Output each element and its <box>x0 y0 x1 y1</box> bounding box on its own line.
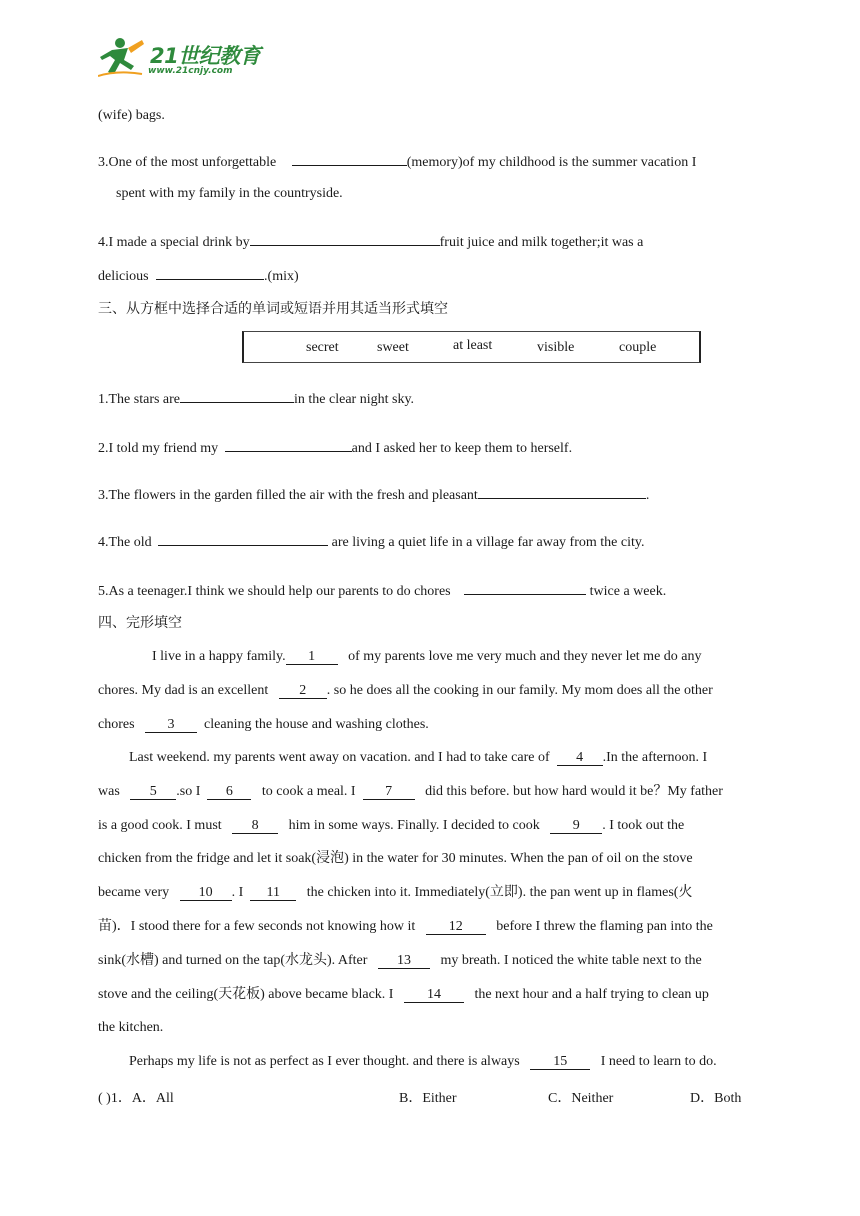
cloze-line: chores 3 cleaning the house and washing clothes. <box>98 717 429 732</box>
word-option: visible <box>537 340 575 355</box>
cloze-blank[interactable]: 11 <box>250 885 296 901</box>
cloze-blank[interactable]: 2 <box>279 683 327 699</box>
word-option: sweet <box>377 340 409 355</box>
cloze-blank[interactable]: 6 <box>207 784 251 800</box>
word-option: couple <box>619 340 657 355</box>
cloze-blank[interactable]: 10 <box>180 885 232 901</box>
cloze-blank[interactable]: 12 <box>426 919 486 935</box>
cloze-line: is a good cook. I must 8 him in some ways. Finally. I decided to cook 9 . I took out the <box>98 818 685 833</box>
cloze-line: the kitchen. <box>98 1020 164 1035</box>
cloze-line: was 5 .so I 6 to cook a meal. I 7 did this before. but how hard would it be？My father <box>98 784 723 799</box>
question-1-option-a[interactable]: ( )1．A．All <box>98 1091 174 1106</box>
s3-q2: 2.I told my friend my and I asked her to keep them to herself. <box>98 437 764 458</box>
s2-q3-line2: spent with my family in the countryside. <box>116 186 343 201</box>
section3-heading: 三、从方框中选择合适的单词或短语并用其适当形式填空 <box>98 301 448 317</box>
cloze-line: Last weekend. my parents went away on vacation. and I had to take care of 4 .In the afternoon. I <box>129 750 708 765</box>
cloze-blank[interactable]: 1 <box>286 649 338 665</box>
answer-blank[interactable] <box>250 231 440 246</box>
cloze-blank[interactable]: 8 <box>232 818 278 834</box>
cloze-blank[interactable]: 4 <box>557 750 603 766</box>
answer-blank[interactable] <box>292 151 407 166</box>
cloze-line: 苗)．I stood there for a few seconds not knowing how it 12 before I threw the flaming pan into the <box>98 919 713 934</box>
s3-q3: 3.The flowers in the garden filled the air with the fresh and pleasant . <box>98 484 764 505</box>
cloze-line: I live in a happy family. 1 of my parents love me very much and they never let me do any <box>152 649 702 664</box>
s3-q4: 4.The old are living a quiet life in a village far away from the city. <box>98 531 764 552</box>
cloze-blank[interactable]: 7 <box>363 784 415 800</box>
section4-heading: 四、完形填空 <box>98 615 182 631</box>
logo-text: 21世纪教育 <box>150 44 261 68</box>
cloze-blank[interactable]: 13 <box>378 953 430 969</box>
s3-q1: 1.The stars are in the clear night sky. <box>98 388 764 409</box>
logo-url: www.21cnjy.com <box>148 66 233 76</box>
answer-blank[interactable] <box>180 388 294 403</box>
cloze-line: chores. My dad is an excellent 2 . so he does all the cooking in our family. My mom does all the other <box>98 683 713 698</box>
answer-blank[interactable] <box>225 437 352 452</box>
cloze-line: became very 10 . I 11 the chicken into it. Immediately(立即). the pan went up in flames(火 <box>98 885 693 900</box>
word-option: at least <box>453 338 493 353</box>
question-1-option-c[interactable]: C．Neither <box>548 1091 614 1106</box>
cloze-blank[interactable]: 15 <box>530 1054 590 1070</box>
answer-blank[interactable] <box>156 265 264 280</box>
word-box <box>242 331 701 363</box>
cloze-blank[interactable]: 3 <box>145 717 197 733</box>
s3-q5: 5.As a teenager.I think we should help our parents to do chores twice a week. <box>98 580 764 601</box>
s2-q4-line2: delicious .(mix) <box>98 265 764 286</box>
question-1-option-d[interactable]: D．Both <box>690 1091 742 1106</box>
s2-q3-line1: 3.One of the most unforgettable (memory)of my childhood is the summer vacation I <box>98 151 764 172</box>
logo <box>98 36 263 82</box>
answer-blank[interactable] <box>478 484 646 499</box>
cloze-line: sink(水槽) and turned on the tap(水龙头). After 13 my breath. I noticed the white table next to the <box>98 953 702 968</box>
word-option: secret <box>306 340 339 355</box>
cloze-blank[interactable]: 5 <box>130 784 176 800</box>
answer-blank[interactable] <box>464 580 586 595</box>
cloze-blank[interactable]: 14 <box>404 987 464 1003</box>
continuation-text: (wife) bags. <box>98 108 165 123</box>
s2-q4-line1: 4.I made a special drink by fruit juice and milk together;it was a <box>98 231 764 252</box>
question-1-option-b[interactable]: B．Either <box>399 1091 457 1106</box>
cloze-line: chicken from the fridge and let it soak(浸泡) in the water for 30 minutes. When the pan of oil on the stove <box>98 851 693 866</box>
cloze-line: Perhaps my life is not as perfect as I ever thought. and there is always 15 I need to learn to do. <box>129 1054 717 1069</box>
cloze-blank[interactable]: 9 <box>550 818 602 834</box>
answer-blank[interactable] <box>158 531 328 546</box>
runner-icon <box>98 36 148 80</box>
cloze-line: stove and the ceiling(天花板) above became black. I 14 the next hour and a half trying to clean up <box>98 987 709 1002</box>
